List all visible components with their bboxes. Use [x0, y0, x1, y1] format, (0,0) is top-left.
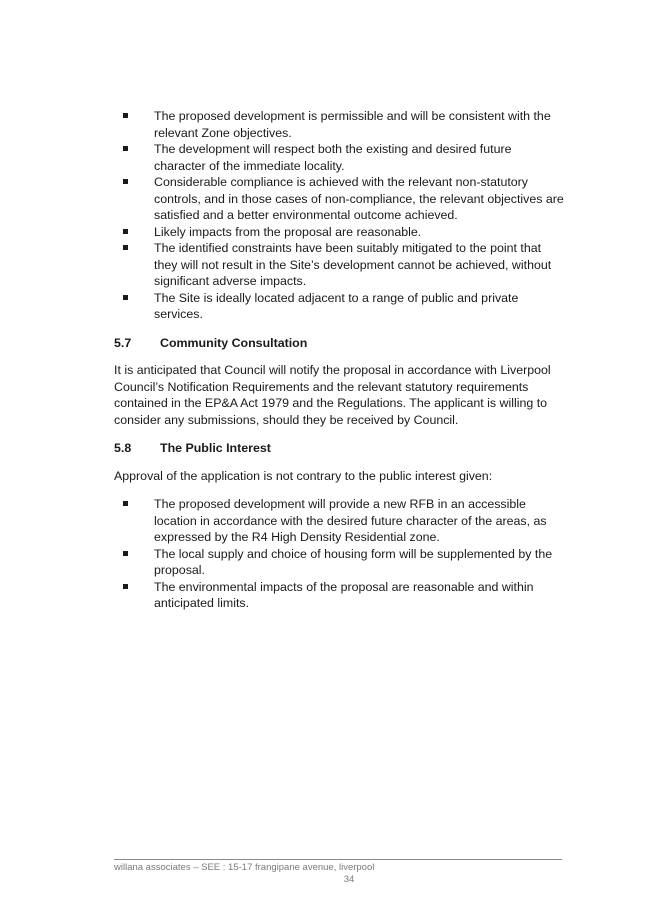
section-number: 5.8: [114, 441, 132, 455]
section-heading-community-consultation: [114, 335, 564, 352]
bullet-item: [114, 579, 564, 612]
square-bullet-icon: [123, 113, 128, 118]
square-bullet-icon: [123, 245, 128, 250]
intro-bullet-list: [114, 108, 564, 323]
square-bullet-icon: [123, 295, 128, 300]
square-bullet-icon: [123, 179, 128, 184]
bullet-text: The Site is ideally located adjacent to a range of public and private services.: [154, 290, 519, 321]
bullet-item: [114, 496, 564, 546]
square-bullet-icon: [123, 229, 128, 234]
bullet-item: [114, 546, 564, 579]
bullet-item: [114, 108, 564, 141]
bullet-item: [114, 240, 564, 290]
bullet-text: The identified constraints have been suitably mitigated to the point that they will not result in the Site’s development cannot be achieved, without significant adverse impacts.: [154, 241, 552, 288]
bullet-text: The local supply and choice of housing form will be supplemented by the proposal.: [154, 546, 553, 577]
community-consultation-paragraph: It is anticipated that Council will notify the proposal in accordance with Liverpool Council’s Notification Requirements and the relevant statutory requirements contained in the EP&A Act 1979 and the Regulations. The applicant is willing to consider any submissions, should they be received by Council.: [114, 363, 551, 427]
section-title: Community Consultation: [160, 335, 308, 350]
bullet-item: [114, 290, 564, 323]
page-content: [114, 108, 564, 612]
section-number: 5.7: [114, 335, 132, 350]
square-bullet-icon: [123, 584, 128, 589]
bullet-item: [114, 141, 564, 174]
square-bullet-icon: [123, 551, 128, 556]
footer-text: willana associates – SEE : 15-17 frangipane avenue, liverpool: [114, 862, 375, 873]
bullet-text: The development will respect both the existing and desired future character of the immediate locality.: [154, 142, 512, 173]
bullet-item: [114, 224, 564, 241]
public-interest-paragraph: Approval of the application is not contrary to the public interest given:: [114, 468, 493, 483]
bullet-text: The environmental impacts of the proposal are reasonable and within anticipated limits.: [154, 579, 534, 610]
bullet-text: The proposed development will provide a new RFB in an accessible location in accordance with the desired future character of the areas, as expressed by the R4 High Density Residential zone.: [154, 497, 547, 544]
bullet-item: [114, 174, 564, 224]
square-bullet-icon: [123, 501, 128, 506]
section-heading-public-interest: [114, 440, 564, 457]
page-number: 34: [343, 874, 355, 885]
bullet-text: The proposed development is permissible and will be consistent with the relevant Zone objectives.: [154, 109, 551, 140]
section-title: The Public Interest: [160, 441, 271, 455]
square-bullet-icon: [123, 146, 128, 151]
bullet-text: Considerable compliance is achieved with the relevant non-statutory controls, and in those cases of non-compliance, the relevant objectives are satisfied and a better environmental outcome achieved.: [154, 175, 564, 222]
public-interest-bullet-list: [114, 496, 564, 612]
bullet-text: Likely impacts from the proposal are reasonable.: [154, 224, 422, 239]
page-footer: [114, 859, 562, 886]
